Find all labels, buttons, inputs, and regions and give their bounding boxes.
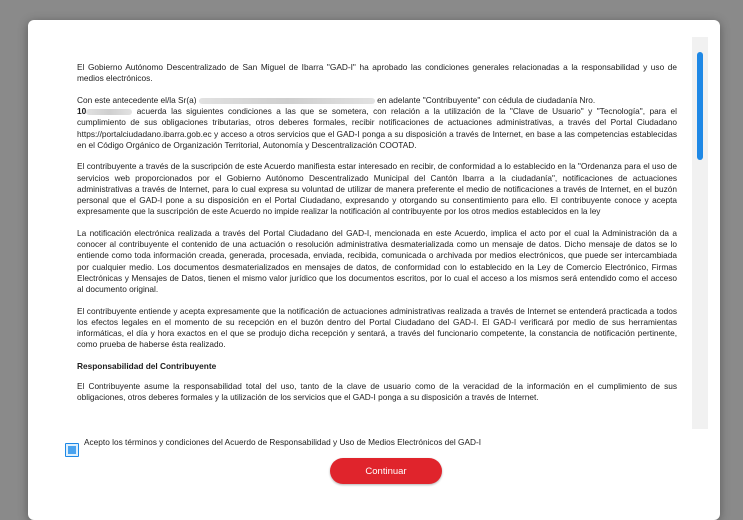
agreement-paragraph-intro: El Gobierno Autónomo Descentralizado de San Miguel de Ibarra "GAD-I" ha aprobado las condiciones generales relacionadas a la responsabilidad y uso de medios electrónicos. [77,62,677,84]
redacted-name [199,98,375,104]
continue-button[interactable]: Continuar [330,458,442,484]
antecedent-text-middle: en adelante "Contribuyente" con cédula de ciudadanía Nro. [377,94,596,105]
agreement-text-area[interactable] [77,62,677,434]
accept-terms-checkbox[interactable] [65,443,79,457]
antecedent-text-start: Con este antecedente el/la Sr(a) [77,94,197,105]
agreement-paragraph-antecedent [77,95,677,151]
scrollbar-thumb[interactable] [697,52,703,160]
agreement-paragraph-notification: La notificación electrónica realizada a través del Portal Ciudadano del GAD-I, mencionada en este Acuerdo, implica el acto por el cual la Administración da a conocer al contribuyente el contenido de una actuación o resolución administrativa desmaterializada como un mensaje de datos. Dicho mensaje de datos se lo entiende como toda información creada, generada, procesada, enviada, recibida, comunicada o archivada por medios electrónicos, que puede ser intercambiada por cualquier medio. Los documentos desmaterializados en mensajes de datos, de conformidad con lo establecido en la Ley de Comercio Electrónico, Firmas Electrónicas y Mensajes de Datos, tienen el mismo valor jurídico que los documentos escritos, por lo cual el acceso a los mismos será entendido como el acceso al documento original. [77,227,677,294]
agreement-paragraph-responsibility: El Contribuyente asume la responsabilidad total del uso, tanto de la clave de usuario como de la veracidad de la información en el cumplimiento de sus obligaciones, otros deberes formales y la utilización de los servicios que el GAD-I ponga a su disposición a través de Internet. [77,381,677,403]
antecedent-text-end: acuerda las siguientes condiciones a las que se sometera, con relación a la utilización de la "Clave de Usuario" y "Tecnología", para el cumplimiento de sus obligaciones tributarias, otros deberes formales, recibir notificaciones de actuaciones administrativas, a través del Portal Ciudadano https://portalciudadano.ibarra.gob.ec y acceso a otros servicios que el GAD-I ponga a su disposición a través de Internet, en base a las competencias establecidas en el Código Orgánico de Organización Territorial, Autonomía y Descentralización COOTAD. [77,106,677,150]
accept-terms-label[interactable]: Acepto los términos y condiciones del Acuerdo de Responsabilidad y Uso de Medios Electrónicos del GAD-I [84,437,482,447]
agreement-paragraph-acceptance: El contribuyente entiende y acepta expresamente que la notificación de actuaciones administrativas realizada a través de Internet se entenderá practicada a todos los efectos legales en el momento de su recepción en el buzón dentro del Portal Ciudadano del GAD-I. El GAD-I verificará por medio de sus herramientas informáticas, el día y hora exactos en el que se produjo dicha recepción y sentará, a través del funcionario competente, la constancia de notificación pertinente, como prueba de haberse ésta realizado. [77,305,677,350]
id-number-prefix: 10 [77,106,87,117]
agreement-paragraph-consent: El contribuyente a través de la suscripción de este Acuerdo manifiesta estar interesado en recibir, de conformidad a lo establecido en la "Ordenanza para el uso de servicios web proporcionados por el Gobierno Autónomo Descentralizado Municipal del Cantón Ibarra a la ciudadanía", notificaciones de actuaciones administrativas a través de Internet, para lo cual expresa su voluntad de utilizar de manera preferente el medio de notificaciones a través de Internet, en el buzón personal que el GAD-I pone a su disposición en el Portal Ciudadano, expresando y otorgando su consentimiento para ello. El contribuyente conoce y acepta expresamente que la suscripción de este Acuerdo no impide realizar la notificación al contribuyente por los otros medios establecidos en la ley [77,161,677,217]
section-heading-responsibility: Responsabilidad del Contribuyente [77,360,217,371]
terms-dialog [28,20,720,520]
vertical-scrollbar[interactable] [692,37,708,429]
redacted-id-number [86,109,132,115]
